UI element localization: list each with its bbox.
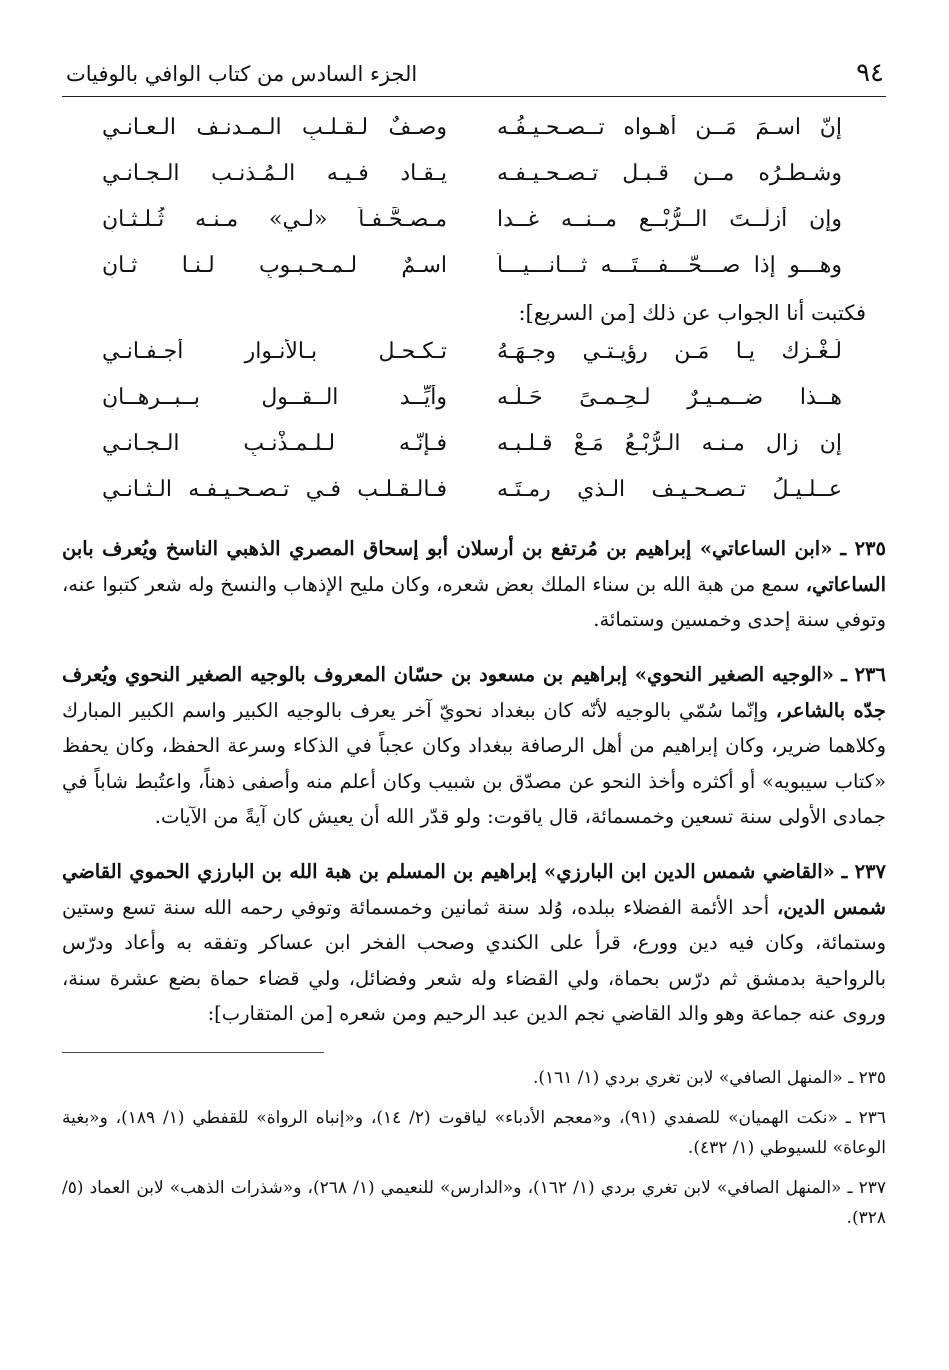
verse-first-hemistich: عــلـيـلُ تـصـحـيـف الـذي رمـتَـه (497, 477, 842, 502)
entry-number: ٢٣٧ ـ (841, 860, 886, 883)
verse-second-hemistich: اسـمٌ لـمـحـبـوبِ لـنـا ثـانِ (102, 253, 447, 278)
entry-heading: «الوجيه الصغير النحوي» إبراهيم بن مسعود بن حسّان المعروف بالوجيه الصغير النحوي ويُعرف جدّه بالشاعر، (62, 663, 886, 722)
verse-second-hemistich: يـقـاد فـيـه الـمُـذنـب الـجـانـي (102, 161, 447, 186)
entry-number: ٢٣٥ ـ (840, 537, 886, 560)
footnote: ٢٣٦ ـ «نكت الهميان» للصفدي (٩١)، و«معجم الأدباء» لياقوت (٢/ ١٤)، و«إنباه الرواة» للقفطي (١/ ١٨٩)، و«بغية الوعاة» للسيوطي (١/ ٤٣٢). (62, 1107, 886, 1158)
footnote-divider (62, 1052, 324, 1053)
entry-body: سمع من هبة الله بن سناء الملك بعض شعره، وكان مليح الإذهاب والنسخ وله شعر كتبوا عنه، وتوفي سنة إحدى وخمسين وستمائة. (62, 572, 886, 631)
verse-second-hemistich: وصـفٌ لـقـلـبِ الـمـدنـف الـعـانـي (102, 115, 447, 140)
biography-entry (62, 657, 886, 835)
running-title: الجزء السادس من كتاب الوافي بالوفيات (66, 62, 418, 86)
verse-first-hemistich: هــذا ضــمـيـرٌ لـحِـمـىً حَـلَّـه (497, 385, 842, 410)
biography-entry (62, 854, 886, 1032)
verse (62, 247, 886, 293)
verse-first-hemistich: وشـطـرُه مــن قـبـل تـصـحـيـفـه (497, 161, 842, 186)
entry-heading: «ابن الساعاتي» إبراهيم بن مُرتفع بن أرسلان أبو إسحاق المصري الذهبي الناسخ ويُعرف بابن الساعاتي، (62, 537, 887, 596)
verse (62, 201, 886, 247)
entry-body: وإنّما سُمّي بالوجيه لأنّه كان ببغداد نحويّ آخر يعرف بالوجيه الكبير واسم الكبير المبارك وكلاهما ضرير، وكان إبراهيم من أهل الرصافة ببغداد وكان عجباً في الذكاء وسرعة الحفظ، وكان يحفظ «كتاب سيبويه» أو أكثره وأخذ النحو عن مصدّق بن شبيب وكان أعلم منه وأصفى ذهناً، واعتُبط شاباً في جمادى الأولى سنة تسعين وخمسمائة، قال ياقوت: ولو قدّر الله أن يعيش كان آيةً من الآيات. (62, 698, 886, 828)
verse-second-hemistich: تـكـحـل بـالأنـوار أجـفـانـي (102, 339, 447, 364)
verse-first-hemistich: وهـــو إذا صـــحّـــفـــتَـــه ثـــانـــيـــاً (497, 253, 842, 278)
book-page (62, 52, 886, 1352)
entry-number: ٢٣٦ ـ (841, 663, 886, 686)
footnote: ٢٣٧ ـ «المنهل الصافي» لابن تغري بردي (١/ ١٦٢)، و«الدارس» للنعيمي (١/ ٢٦٨)، و«شذرات الذهب» لابن العماد (٥/ ٣٢٨). (62, 1177, 886, 1228)
poem-answer (62, 333, 886, 517)
verse-second-hemistich: وأيِّــد الــقــول بــبــرهــانِ (102, 385, 447, 410)
footnote: ٢٣٥ ـ «المنهل الصافي» لابن تغري بردي (١/ ١٦١). (532, 1067, 886, 1088)
verse (62, 155, 886, 201)
verse (62, 425, 886, 471)
verse-first-hemistich: لُـغْـزك يـا مَـن رؤيـتـي وجـهَـهُ (497, 339, 842, 364)
verse-first-hemistich: وإن أزلْــتَ الــرُّبْــع مــنــه غــدا (497, 207, 842, 232)
verse-second-hemistich: فـإنّـه لـلـمـذْنـبِ الـجـانـي (102, 431, 447, 456)
verse (62, 109, 886, 155)
verse-first-hemistich: إن زال مـنـه الـرُّبْـعُ مَـعْ قـلـبـه (497, 431, 842, 456)
verse (62, 333, 886, 379)
poem-riddle (62, 109, 886, 293)
verse (62, 471, 886, 517)
verse-first-hemistich: إنّ اسـمَ مَــن أهـواه تــصـحـيـفُـه (497, 115, 842, 140)
page-header (62, 52, 886, 97)
entry-heading: «القاضي شمس الدين ابن البارزي» إبراهيم بن المسلم بن هبة الله بن البارزي الحموي القاضي شمس الدين، (62, 860, 887, 919)
page-number: ٩٤ (856, 58, 884, 88)
biography-entry (62, 531, 886, 638)
verse (62, 379, 886, 425)
verse-second-hemistich: مـصـحَّـفـاً «لـي» مـنـه ثُـلـثـانِ (102, 207, 447, 232)
verse-second-hemistich: فـالـقـلـب فـي تـصـحـيـفـه الـثـانـي (102, 477, 447, 502)
entry-body: أحد الأئمة الفضلاء ببلده، وُلد سنة ثمانين وخمسمائة وتوفي رحمه الله سنة تسع وستين وستمائة، وكان فيه دين وورع، قرأ على الكندي وصحب الفخر ابن عساكر وتفقه به وأعاد ودرّس بالرواحية بدمشق ثم درّس بحماة، ولي القضاء وله شعر وفضائل، ولي قضاء حماة بضع عشرة سنة، وروى عنه جماعة وهو والد القاضي نجم الدين عبد الرحيم ومن شعره [من المتقارب]: (62, 895, 886, 1025)
poem-answer-intro: فكتبت أنا الجواب عن ذلك [من السريع]: (518, 301, 866, 325)
footnotes-section (62, 1052, 886, 1233)
